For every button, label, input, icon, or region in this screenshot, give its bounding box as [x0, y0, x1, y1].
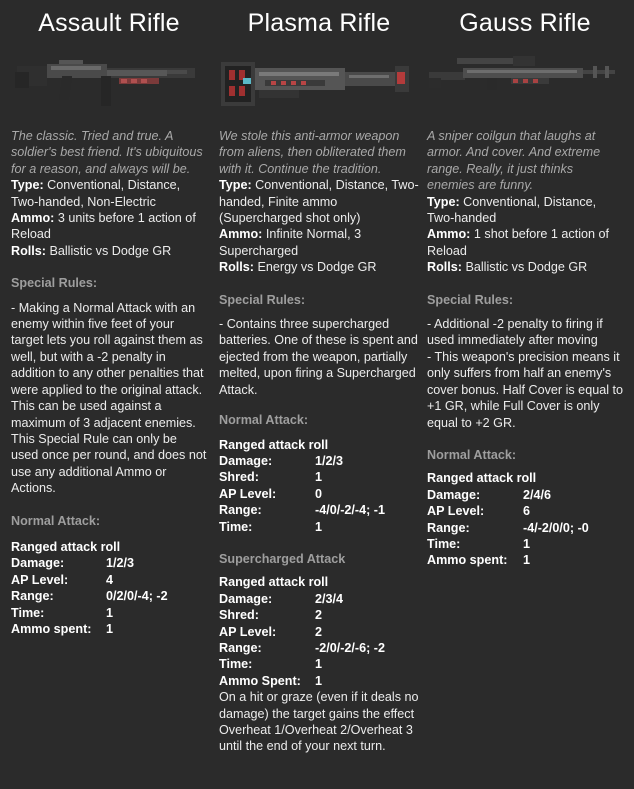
rolls-value: Ballistic vs Dodge GR: [461, 260, 588, 275]
weapon-title: Gauss Rifle: [459, 9, 591, 37]
stat-row: [219, 624, 419, 640]
stat-row: [219, 453, 419, 469]
stat-value: 1: [315, 470, 323, 485]
ammo-line: [11, 210, 207, 243]
gauss-rifle-icon: [427, 42, 623, 120]
stat-row: [11, 605, 207, 621]
type-line: [11, 177, 207, 210]
attack-title: Normal Attack:: [219, 413, 309, 428]
ammo-value: Infinite Normal, 3 Supercharged: [219, 227, 362, 258]
stat-label: Damage:: [219, 453, 273, 468]
stat-row: [11, 621, 207, 637]
stat-value: 0/2/0/-4; -2: [106, 589, 168, 604]
flavor-text: The classic. Tried and true. A soldier's best friend. It's ubiquitous for a reason, and always will be.: [11, 129, 203, 176]
attack-title: Normal Attack:: [11, 513, 101, 528]
rolls-label: Rolls:: [11, 243, 46, 258]
rolls-label: Rolls:: [427, 260, 462, 275]
weapon-card-plasma-rifle: [219, 0, 419, 755]
stat-label: Time:: [219, 657, 253, 672]
stat-value: 1: [106, 605, 114, 620]
special-rule: - This weapon's precision means it only suffers from half an enemy's cover bonus. Half Cover is equal to +1 GR, while Full Cover is only equal to +2 GR.: [427, 349, 624, 430]
stat-label: AP Level:: [11, 572, 69, 587]
type-line: [427, 194, 623, 227]
weapon-card-assault-rifle: [11, 0, 207, 637]
special-rule: - Contains three supercharged batteries. One of these is spent and ejected from the weapon, partially melted, upon firing a Supercharged Attack.: [219, 317, 418, 397]
stat-row: [219, 591, 419, 607]
flavor-text: A sniper coilgun that laughs at armor. And cover. And extreme range. Really, it just thinks enemies are funny.: [427, 129, 601, 193]
type-value: Conventional, Distance, Two-handed: [427, 194, 597, 226]
stat-value: 1: [106, 621, 114, 636]
stat-value: 2/3/4: [315, 591, 344, 606]
weapon-title: Assault Rifle: [38, 9, 180, 37]
stat-label: Shred:: [219, 608, 259, 623]
rolls-value: Ballistic vs Dodge GR: [45, 243, 172, 258]
stat-value: 1: [523, 536, 531, 551]
stat-row: [427, 520, 623, 536]
weapon-card-gauss-rifle: [427, 0, 623, 569]
stat-label: Damage:: [11, 556, 65, 571]
ammo-value: 3 units before 1 action of Reload: [11, 211, 196, 242]
type-value: Conventional, Distance, Two-handed, Non-Electric: [11, 178, 181, 209]
stat-value: 4: [106, 572, 114, 587]
type-label: Type:: [11, 178, 44, 193]
stat-value: 1/2/3: [315, 453, 344, 468]
stat-value: 1: [523, 553, 531, 568]
stat-value: -4/0/-2/-4; -1: [315, 503, 385, 518]
attack-roll: Ranged attack roll: [427, 471, 537, 486]
stat-row: [219, 486, 419, 502]
attack-note: On a hit or graze (even if it deals no damage) the target gains the effect Overheat 1/Overheat 2/Overheat 3 until the end of your next turn.: [219, 690, 419, 754]
stat-label: Range:: [219, 503, 262, 518]
stat-label: Range:: [11, 589, 54, 604]
stat-row: [219, 519, 419, 535]
ammo-label: Ammo:: [11, 211, 55, 226]
stat-row: [11, 588, 207, 604]
stat-label: Range:: [219, 640, 262, 655]
weapon-title: Plasma Rifle: [247, 9, 391, 37]
ammo-value: 1 shot before 1 action of Reload: [427, 227, 610, 258]
attack-roll: Ranged attack roll: [219, 437, 329, 452]
assault-rifle-icon: [11, 42, 207, 120]
stat-label: Damage:: [219, 591, 273, 606]
attack-title: Normal Attack:: [427, 447, 517, 462]
stat-row: [11, 555, 207, 571]
stat-row: [219, 502, 419, 518]
stat-label: Ammo spent:: [427, 553, 508, 568]
attack-roll: Ranged attack roll: [219, 575, 329, 590]
special-rule: - Making a Normal Attack with an enemy within five feet of your target lets you roll against them as well, but with a -2 penalty in addition to any other penalties that were applied to the original attack. This can be used against a maximum of 3 adjacent enemies. This Special Rule can only be used once per round, and does not use any additional Ammo or Actions.: [11, 300, 207, 496]
plasma-rifle-icon: [219, 42, 419, 120]
special-rules-title: Special Rules:: [427, 292, 514, 307]
stat-value: 1: [315, 657, 323, 672]
stat-label: AP Level:: [427, 504, 485, 519]
flavor-text: We stole this anti-armor weapon from aliens, then obliterated them with it. Continue the tradition.: [219, 129, 406, 176]
stat-label: Ammo Spent:: [219, 673, 301, 688]
stat-value: 1: [315, 673, 323, 688]
stat-label: Range:: [427, 520, 470, 535]
stat-value: 2: [315, 608, 323, 623]
stat-label: Time:: [427, 536, 461, 551]
stat-label: Shred:: [219, 470, 259, 485]
ammo-line: [427, 226, 623, 259]
rolls-line: [427, 259, 623, 275]
stat-value: 1: [315, 519, 323, 534]
ammo-label: Ammo:: [427, 227, 471, 242]
attack-title: Supercharged Attack: [219, 551, 346, 566]
stat-value: 0: [315, 486, 323, 501]
stat-row: [11, 572, 207, 588]
stat-label: Ammo spent:: [11, 621, 92, 636]
special-rule: - Additional -2 penalty to firing if used immediately after moving: [427, 317, 603, 348]
type-label: Type:: [427, 194, 460, 209]
rolls-value: Energy vs Dodge GR: [253, 260, 377, 275]
type-label: Type:: [219, 178, 252, 193]
stat-value: -2/0/-2/-6; -2: [315, 640, 385, 655]
rolls-line: [11, 243, 207, 259]
stat-value: 2: [315, 624, 323, 639]
stat-row: [219, 640, 419, 656]
stat-row: [219, 469, 419, 485]
special-rules-title: Special Rules:: [219, 292, 306, 307]
stat-label: Time:: [11, 605, 45, 620]
stat-row: [219, 656, 419, 672]
stat-label: AP Level:: [219, 486, 277, 501]
stat-row: [219, 673, 419, 689]
ammo-label: Ammo:: [219, 227, 263, 242]
rolls-line: [219, 259, 419, 275]
stat-label: AP Level:: [219, 624, 277, 639]
stat-row: [427, 503, 623, 519]
stat-row: [427, 487, 623, 503]
stat-label: Time:: [219, 519, 253, 534]
special-rules-title: Special Rules:: [11, 276, 98, 291]
type-line: [219, 177, 419, 226]
rolls-label: Rolls:: [219, 260, 254, 275]
ammo-line: [219, 226, 419, 259]
type-value: Conventional, Distance, Two-handed, Finite ammo (Supercharged shot only): [219, 178, 419, 226]
stat-value: 1/2/3: [106, 556, 135, 571]
stat-value: -4/-2/0/0; -0: [523, 520, 589, 535]
stat-value: 6: [523, 504, 531, 519]
stat-row: [219, 607, 419, 623]
stat-value: 2/4/6: [523, 487, 552, 502]
stat-row: [427, 536, 623, 552]
stat-label: Damage:: [427, 487, 481, 502]
stat-row: [427, 552, 623, 568]
attack-roll: Ranged attack roll: [11, 539, 121, 554]
